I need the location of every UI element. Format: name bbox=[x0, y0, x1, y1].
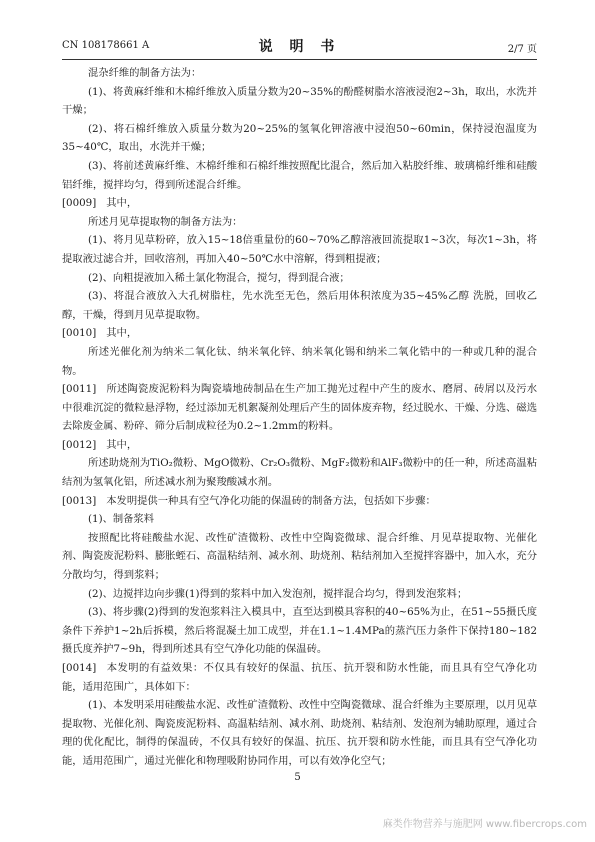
document-number: CN 108178661 A bbox=[62, 40, 150, 51]
paragraph-text: (3)、将前述黄麻纤维、木棉纤维和石棉纤维按照配比混合，然后加入粘胶纤维、玻璃棉纤维和硅酸铝纤维，搅拌均匀，得到所述混合纤维。 bbox=[62, 159, 537, 191]
paragraph-tag: [0010] bbox=[62, 327, 97, 340]
paragraph-text: 按照配比将硅酸盐水泥、改性矿渣微粉、改性中空陶瓷微球、混合纤维、月见草提取物、光催化剂、陶瓷废泥粉料、膨胀蛭石、高温粘结剂、减水剂、助烧剂、粘结剂加入至搅拌容器中，加入水，充分分散均匀，得到浆料； bbox=[62, 531, 537, 582]
paragraph bbox=[62, 380, 537, 436]
paragraph-text: 本发明的有益效果：不仅具有较好的保温、抗压、抗开裂和防水性能，而且具有空气净化功能，适用范围广，具体如下： bbox=[62, 662, 537, 693]
paragraph bbox=[62, 231, 537, 268]
page-header bbox=[62, 36, 537, 58]
paragraph bbox=[62, 343, 537, 380]
paragraph-text: (1)、制备浆料 bbox=[88, 513, 155, 526]
paragraph bbox=[62, 454, 537, 491]
paragraph-tag: [0014] bbox=[62, 662, 97, 674]
paragraph-tag: [0013] bbox=[62, 494, 97, 507]
paragraph bbox=[62, 213, 537, 232]
paragraph-text: 所述月见草提取物的制备方法为： bbox=[88, 215, 243, 228]
paragraph bbox=[62, 436, 537, 455]
paragraph bbox=[62, 64, 537, 83]
paragraph-tag: [0009] bbox=[62, 197, 97, 210]
paragraph-text: (2)、向粗提液加入稀土氯化物混合，搅匀，得到混合液； bbox=[88, 271, 350, 284]
paragraph bbox=[62, 120, 537, 157]
paragraph-text: 所述陶瓷废泥粉料为陶瓷墙地砖制品在生产加工抛光过程中产生的废水、磨屑、砖屑以及污水中很难沉淀的微粒悬浮物，经过添加无机絮凝剂处理后产生的固体废弃物，经过脱水、干燥、分选、磁选去除废金属、粉碎、筛分后制成粒径为0.2~1.2mm的粉料。 bbox=[62, 383, 537, 433]
document-title: 说 明 书 bbox=[258, 39, 341, 55]
paragraph-text: 混杂纤维的制备方法为： bbox=[88, 67, 202, 79]
paragraph bbox=[62, 659, 537, 696]
paragraph bbox=[62, 194, 537, 213]
paragraph-tag: [0012] bbox=[62, 438, 97, 451]
paragraph-text: (3)、将混合液放入大孔树脂柱，先水洗至无色，然后用体积浓度为35~45%乙醇 洗脱，回收乙醇，干燥，得到月见草提取物。 bbox=[62, 290, 537, 321]
paragraph-text: (1)、本发明采用硅酸盐水泥、改性矿渣微粉、改性中空陶瓷微球、混合纤维为主要原理，以月见草提取物、光催化剂、陶瓷废泥粉料、高温粘结剂、减水剂、助烧剂、粘结剂、发泡剂为辅助原理，通过合理的优化配比，制得的保温砖，不仅具有较好的保温、抗压、抗开裂和防水性能，而且具有空气净化功能，适用范围广，通过光催化和物理吸附协同作用，可以有效净化空气； bbox=[62, 699, 537, 767]
paragraph-tag: [0011] bbox=[62, 383, 97, 396]
paragraph bbox=[62, 324, 537, 343]
paragraph-text: 其中， bbox=[106, 438, 138, 451]
page-info: 2/7 页 bbox=[507, 44, 537, 55]
paragraph bbox=[62, 696, 537, 770]
watermark: 麻类作物营养与施肥网 www.fibercrops.com bbox=[382, 819, 587, 830]
paragraph-text: (2)、将石棉纤维放入质量分数为20~25%的氢氧化钾溶液中浸泡50~60min，保持浸泡温度为35~40℃，取出，水洗并干燥； bbox=[62, 122, 537, 154]
paragraph bbox=[62, 83, 537, 120]
paragraph-text: 所述光催化剂为纳米二氧化钛、纳米氧化锌、纳米氧化锡和纳米二氧化锆中的一种或几种的混合物。 bbox=[62, 345, 537, 377]
paragraph bbox=[62, 529, 537, 585]
paragraph-text: (3)、将步骤(2)得到的发泡浆料注入模具中，直至达到模具容积的40~65%为止，在51~55摄氏度条件下养护1~2h后拆模，然后将混凝土加工成型，并在1.1~1.4MPa的蒸汽压力条件下保持180~182摄氏度养护7~9h，得到所述具有空气净化功能的保温砖。 bbox=[62, 606, 537, 656]
header-rule bbox=[62, 59, 537, 60]
paragraph-text: (2)、边搅拌边向步骤(1)得到的浆料中加入发泡剂，搅拌混合均匀，得到发泡浆料； bbox=[88, 587, 468, 600]
paragraph-text: 其中， bbox=[106, 327, 138, 340]
paragraph bbox=[62, 585, 537, 604]
page-number: 5 bbox=[294, 772, 301, 783]
paragraph bbox=[62, 492, 537, 511]
paragraph bbox=[62, 603, 537, 659]
paragraph-text: (1)、将黄麻纤维和木棉纤维放入质量分数为20~35%的酚醛树脂水溶液浸泡2~3h，取出，水洗并干燥； bbox=[62, 85, 537, 117]
paragraph bbox=[62, 287, 537, 324]
paragraph-text: 本发明提供一种具有空气净化功能的保温砖的制备方法，包括如下步骤： bbox=[106, 494, 436, 507]
paragraph-text: 其中， bbox=[106, 197, 138, 210]
paragraph bbox=[62, 157, 537, 194]
paragraph bbox=[62, 269, 537, 288]
paragraph-text: (1)、将月见草粉碎，放入15~18倍重量份的60~70%乙醇溶液回流提取1~3次，每次1~3h，将提取液过滤合并，回收溶剂，再加入40~50℃水中溶解，得到粗提液； bbox=[62, 234, 537, 265]
paragraph-text: 所述助烧剂为TiO₂微粉、MgO微粉、Cr₂O₃微粉、MgF₂微粉和AlF₃微粉中的任一种，所述高温粘结剂为氢氧化铝，所述减水剂为聚羧酸减水剂。 bbox=[62, 457, 537, 489]
document-body bbox=[62, 64, 537, 771]
paragraph bbox=[62, 510, 537, 529]
